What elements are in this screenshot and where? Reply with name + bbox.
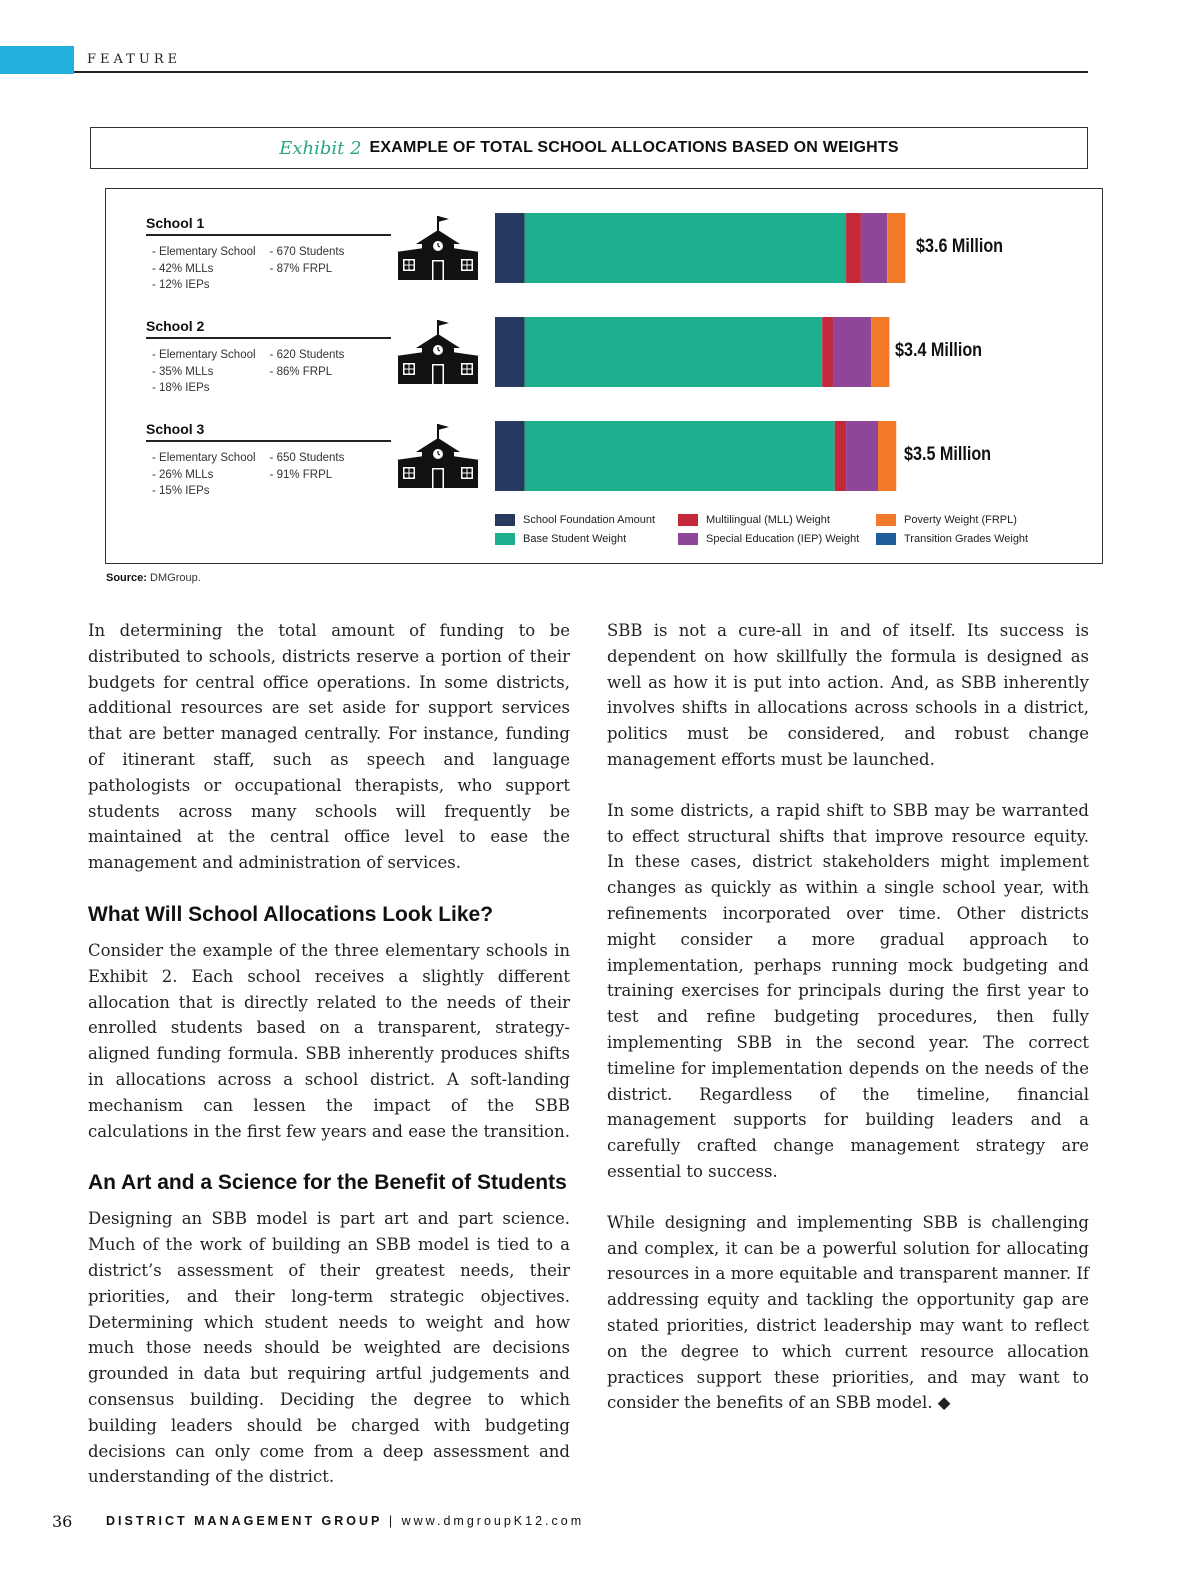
legend-swatch (678, 514, 698, 526)
bar-school-3 (495, 421, 915, 493)
bar-segment-base-student-weight (525, 213, 847, 283)
school-details-col2 (270, 347, 345, 397)
legend-item (876, 533, 1028, 545)
legend-label: Multilingual (MLL) Weight (706, 514, 830, 526)
bar-segment-school-foundation-amount (495, 213, 525, 283)
detail-type: - Elementary School (152, 349, 256, 361)
paragraph: In determining the total amount of funding to be distributed to schools, districts reserve a portion of their budgets for central office operations. In some districts, additional resources are set aside for support services that are better managed centrally. For instance, funding of itinerant staff, such as speech and language pathologists or occupational therapists, who support students across many schools will frequently be maintained at the central office level to ease the management and administration of services. (88, 621, 570, 873)
legend-item (678, 533, 859, 545)
header-rule (74, 71, 1088, 73)
left-column (88, 618, 570, 1515)
exhibit-label: Exhibit 2 (279, 137, 362, 159)
legend-label: Special Education (IEP) Weight (706, 533, 860, 545)
total-label-school-3: $3.5 Million (904, 444, 992, 465)
school-info-2 (146, 318, 391, 397)
footer-org: DISTRICT MANAGEMENT GROUP (106, 1514, 383, 1528)
total-label-school-1: $3.6 Million (916, 236, 1004, 257)
footer-url: www.dmgroupK12.com (401, 1514, 585, 1528)
bar-segment-poverty-weight-frpl (887, 213, 905, 283)
legend-item (495, 514, 655, 526)
section-heading: An Art and a Science for the Benefit of Students (88, 1171, 567, 1195)
chart-frame (105, 188, 1103, 564)
bar-school-1 (495, 213, 915, 285)
school-name: School 2 (146, 318, 391, 339)
detail-type: - Elementary School (152, 246, 256, 258)
right-column (607, 618, 1089, 1441)
total-label-school-2: $3.4 Million (895, 340, 983, 361)
school-details-col1 (152, 450, 256, 500)
school-details (146, 244, 391, 294)
detail-type: - Elementary School (152, 452, 256, 464)
legend-label: Base Student Weight (523, 533, 627, 545)
bar-segment-special-education-iep-weight (861, 213, 887, 283)
school-info-3 (146, 421, 391, 500)
source-text: DMGroup. (150, 572, 201, 584)
paragraph: Designing an SBB model is part art and part science. Much of the work of building an SBB model is tied to a district’s assessment of their greatest needs, their priorities, and their long-term strategic objectives. Determining which student needs to weight and how much those needs should be weighted are decisions grounded in data but requiring artful judgements and consensus building. Deciding the degree to which building leaders should be charged with budgeting decisions can only come from a deep assessment and understanding of the district. (88, 1209, 570, 1487)
paragraph: Consider the example of the three elementary schools in Exhibit 2. Each school receives a slightly different allocation that is directly related to the needs of their enrolled students based on a transparent, strategy-aligned funding formula. SBB inherently produces shifts in allocations across a school district. A soft-landing mechanism can lessen the impact of the SBB calculations in the first few years and ease the transition. (88, 940, 570, 1141)
detail-mll: - 35% MLLs (152, 365, 214, 378)
legend-swatch (876, 514, 896, 526)
section-tab (0, 46, 74, 74)
legend-label: School Foundation Amount (523, 514, 656, 526)
paragraph: In some districts, a rapid shift to SBB may be warranted to effect structural shifts that improve resource equity. In these cases, district stakeholders might implement changes as quickly as within a single school year, with refinements incorporated over time. Other districts might consider a more gradual approach to implementation, perhaps running mock budgeting and training exercises for principals during the first year to test and refine budgeting procedures, then fully implementing SBB in the second year. The correct timeline for implementation depends on the needs of the district. Regardless of the timeline, financial management supports for building leaders and a carefully crafted change management strategy are essential to success. (607, 800, 1089, 1181)
school-info-1 (146, 215, 391, 294)
bar-segment-poverty-weight-frpl (871, 317, 889, 387)
detail-frpl: - 86% FRPL (269, 365, 333, 378)
legend-label: Poverty Weight (FRPL) (904, 514, 1017, 526)
bar-segment-poverty-weight-frpl (878, 421, 896, 491)
detail-iep: - 18% IEPs (152, 382, 210, 394)
school-building-icon (396, 422, 480, 490)
exhibit-title-box (90, 127, 1088, 169)
detail-frpl: - 87% FRPL (269, 262, 333, 275)
exhibit-heading: EXAMPLE OF TOTAL SCHOOL ALLOCATIONS BASED ON WEIGHTS (369, 139, 899, 156)
paragraph: While designing and implementing SBB is challenging and complex, it can be a powerful solution for allocating resources in a more equitable and transparent manner. If addressing equity and tackling the opportunity gap are stated priorities, district leadership may want to reflect on the degree to which current resource allocation practices support these priorities, and may want to consider the benefits of an SBB model. ◆ (607, 1212, 1089, 1413)
source-label: Source: (106, 572, 147, 584)
detail-iep: - 15% IEPs (152, 485, 210, 497)
bar-segment-school-foundation-amount (495, 317, 525, 387)
source-note (106, 572, 201, 584)
bar-segment-special-education-iep-weight (846, 421, 878, 491)
detail-students: - 670 Students (269, 246, 345, 258)
school-details (146, 347, 391, 397)
school-details-col2 (270, 244, 345, 294)
detail-iep: - 12% IEPs (152, 279, 210, 291)
school-details-col1 (152, 244, 256, 294)
bar-segment-base-student-weight (525, 317, 823, 387)
bar-segment-multilingual-mll-weight (846, 213, 861, 283)
legend-item (678, 514, 830, 526)
bar-segment-special-education-iep-weight (834, 317, 872, 387)
bar-segment-multilingual-mll-weight (835, 421, 846, 491)
detail-students: - 620 Students (269, 349, 345, 361)
legend-swatch (678, 533, 698, 545)
school-details (146, 450, 391, 500)
legend-swatch (876, 533, 896, 545)
bar-school-2 (495, 317, 915, 389)
school-details-col1 (152, 347, 256, 397)
paragraph: SBB is not a cure-all in and of itself. Its success is dependent on how skillfully the formula is designed as well as how it is put into action. And, as SBB inherently involves shifts in allocations across schools in a district, politics must be considered, and robust change management efforts must be launched. (607, 621, 1089, 769)
page-number: 36 (52, 1512, 73, 1531)
detail-frpl: - 91% FRPL (269, 468, 333, 481)
bar-segment-multilingual-mll-weight (822, 317, 833, 387)
bar-segment-base-student-weight (525, 421, 835, 491)
school-building-icon (396, 318, 480, 386)
legend-item (495, 533, 626, 545)
school-details-col2 (270, 450, 345, 500)
detail-students: - 650 Students (269, 452, 345, 464)
bar-segment-school-foundation-amount (495, 421, 525, 491)
legend-swatch (495, 533, 515, 545)
detail-mll: - 42% MLLs (152, 262, 214, 275)
school-name: School 3 (146, 421, 391, 442)
section-label: FEATURE (87, 52, 182, 67)
school-name: School 1 (146, 215, 391, 236)
legend-item (876, 514, 1017, 526)
legend-swatch (495, 514, 515, 526)
school-building-icon (396, 214, 480, 282)
detail-mll: - 26% MLLs (152, 468, 214, 481)
section-heading: What Will School Allocations Look Like? (88, 902, 494, 926)
footer-separator: | (388, 1514, 396, 1528)
footer-text (106, 1514, 584, 1528)
legend-label: Transition Grades Weight (904, 533, 1029, 545)
